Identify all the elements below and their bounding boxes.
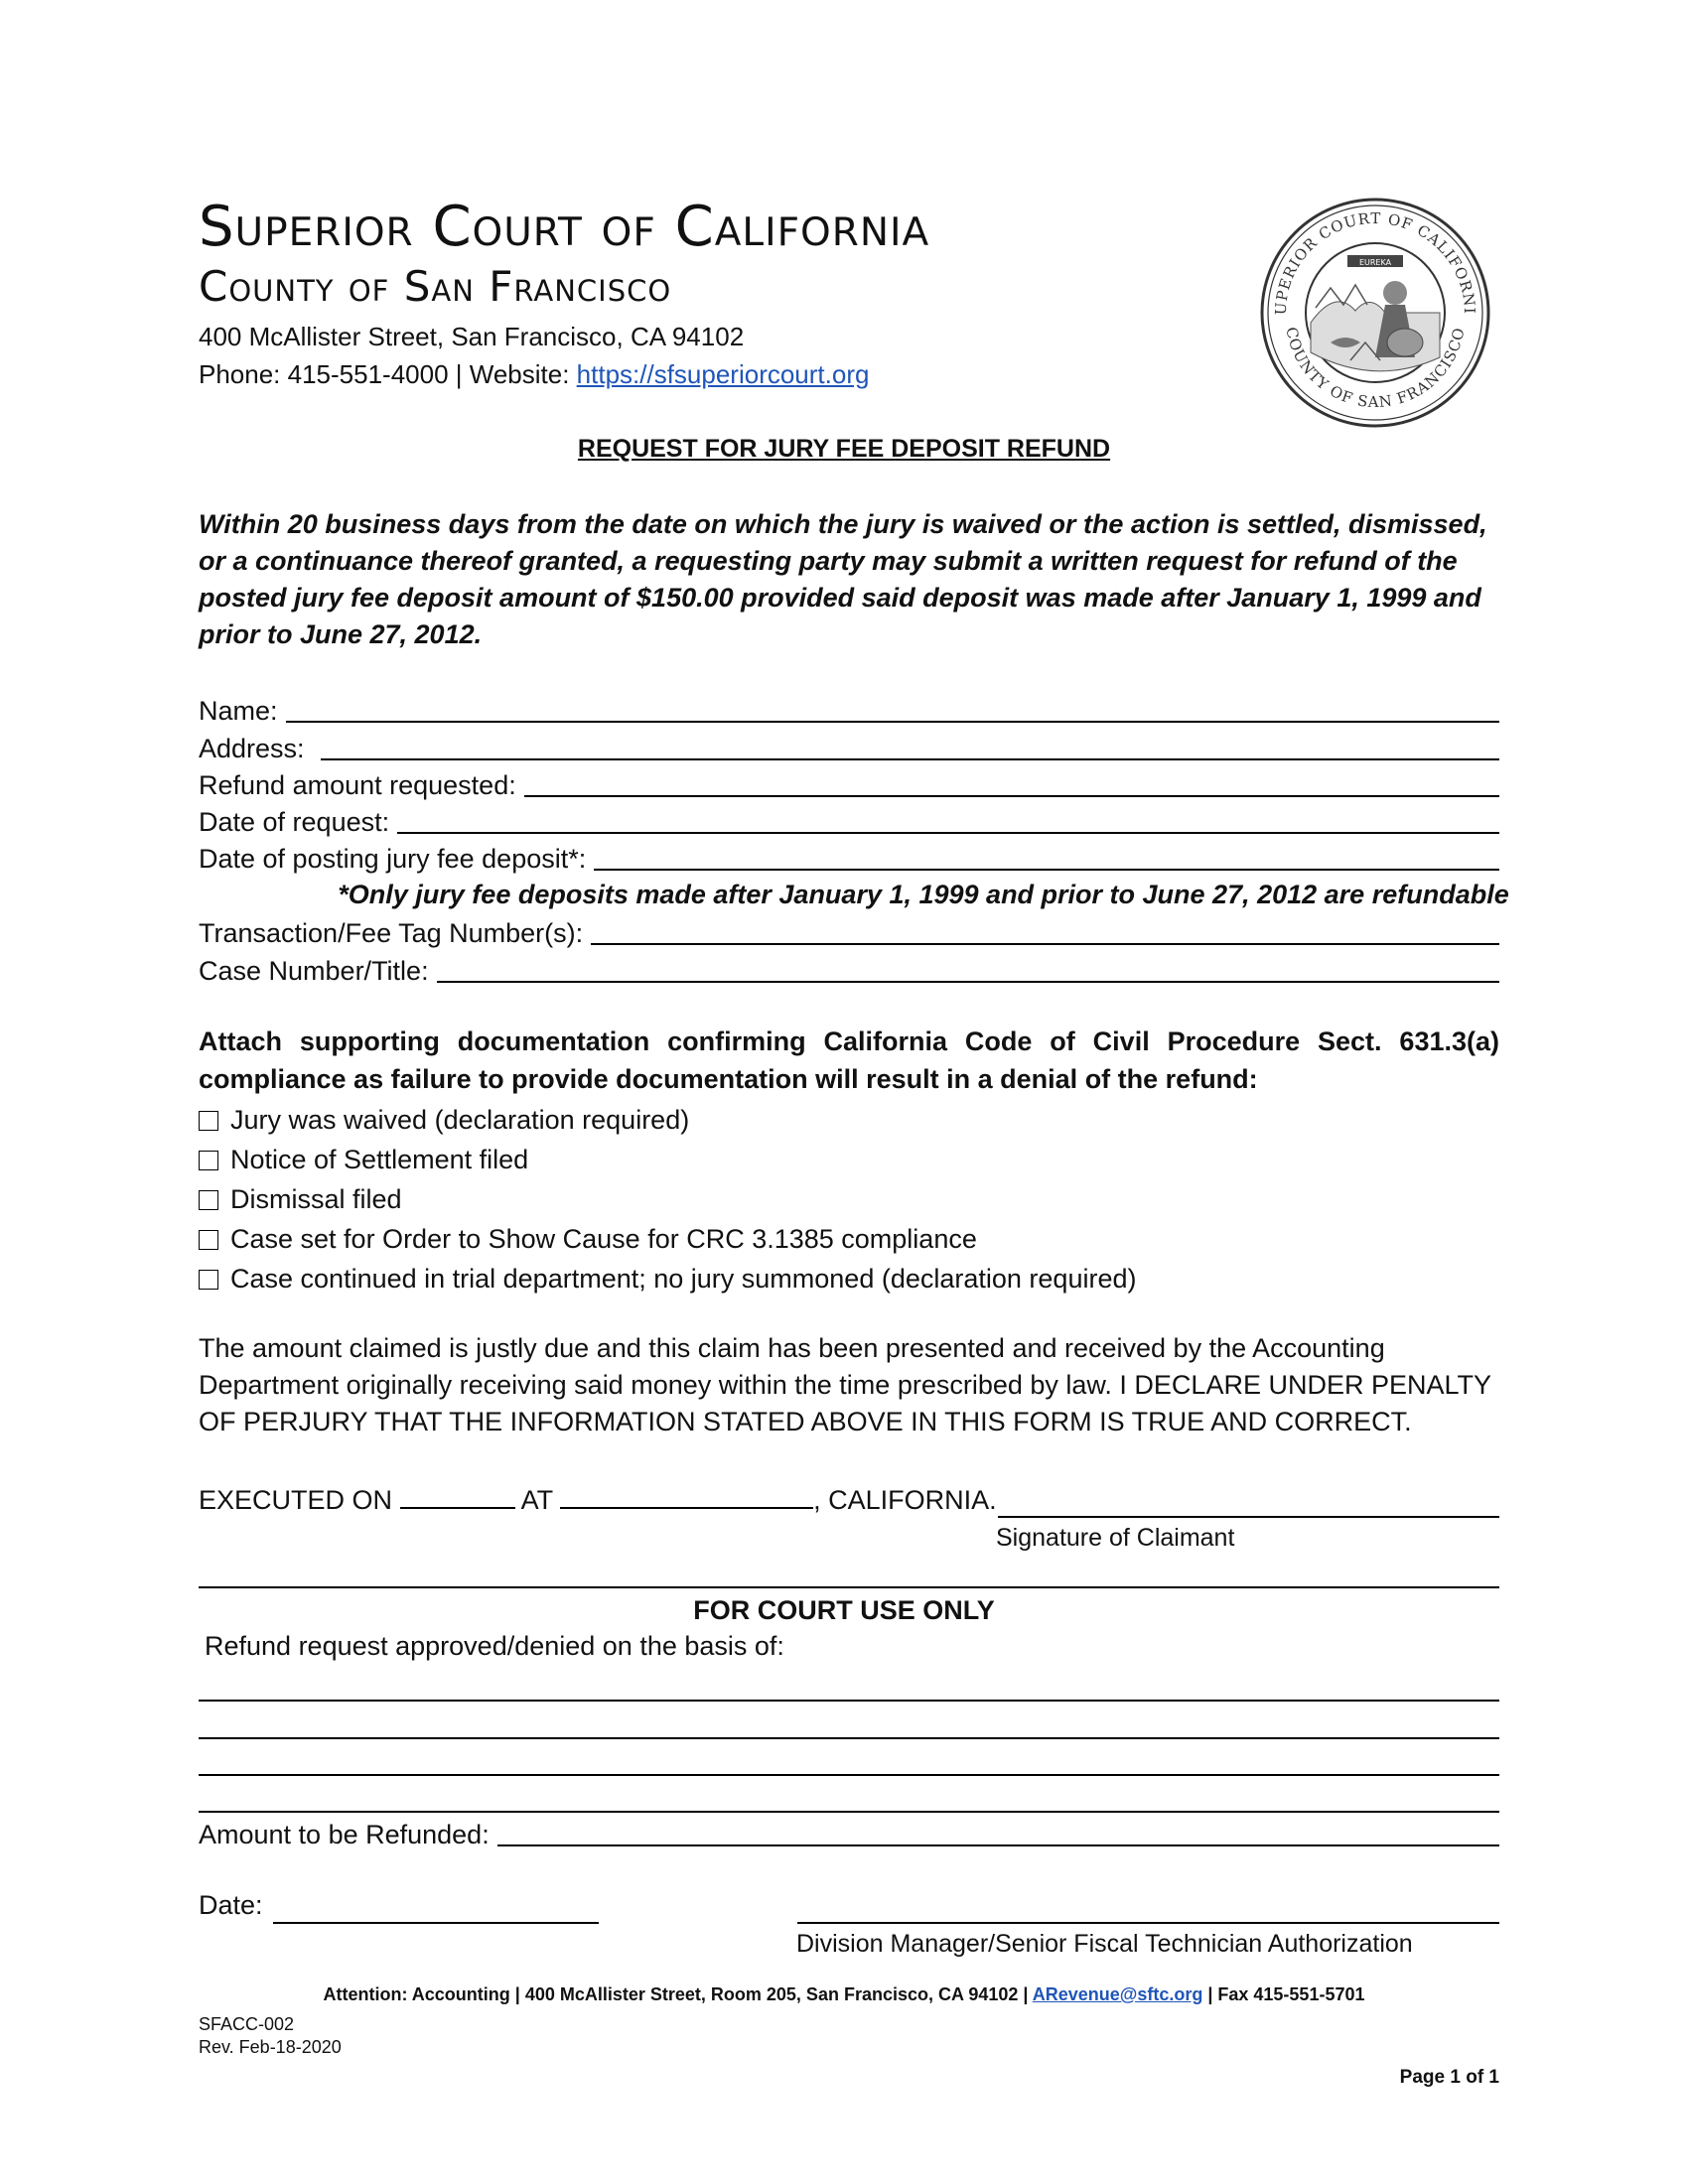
attach-instructions: Attach supporting documentation confirming California Code of Civil Procedure Sect. 631.3(a) compliance as failure to provide documentation will result in a denial of the refund: bbox=[199, 1026, 1499, 1094]
date-of-request-field[interactable] bbox=[199, 802, 1499, 838]
date-of-posting-line[interactable] bbox=[594, 869, 1499, 871]
california-label: , CALIFORNIA. bbox=[813, 1485, 997, 1515]
executed-date-line[interactable] bbox=[400, 1485, 515, 1509]
footer-email-link[interactable]: ARevenue@sftc.org bbox=[1032, 1984, 1203, 2004]
case-number-line[interactable] bbox=[437, 981, 1499, 983]
executed-place-line[interactable] bbox=[560, 1485, 813, 1509]
court-seal bbox=[1256, 194, 1494, 432]
footer-attention: Attention: Accounting | 400 McAllister Street, Room 205, San Francisco, CA 94102 | bbox=[323, 1984, 1033, 2004]
checkbox-order-show-cause[interactable] bbox=[199, 1224, 977, 1255]
checkbox-square[interactable] bbox=[199, 1270, 218, 1290]
checkbox-label: Case continued in trial department; no jury summoned (declaration required) bbox=[230, 1264, 1137, 1294]
form-code-block bbox=[199, 2013, 342, 2059]
basis-line-4[interactable] bbox=[199, 1811, 1499, 1813]
authorization-label: Division Manager/Senior Fiscal Technician Authorization bbox=[796, 1930, 1413, 1958]
refund-amount-line[interactable] bbox=[524, 795, 1499, 797]
transaction-field[interactable] bbox=[199, 913, 1499, 949]
svg-text:SUPERIOR COURT OF CALIFORNIA bbox=[1256, 194, 1478, 316]
court-date-line[interactable] bbox=[273, 1922, 599, 1924]
signature-line[interactable] bbox=[998, 1516, 1499, 1518]
refund-amount-field[interactable] bbox=[199, 765, 1499, 801]
declaration-paragraph: The amount claimed is justly due and this claim has been presented and received by the Accounting Department originally receiving said money within the time prescribed by law. I DECLARE UNDER PENALTY OF PERJURY THAT THE INFORMATION STATED ABOVE IN THIS FORM IS TRUE AND CORRECT. bbox=[199, 1333, 1491, 1436]
checkbox-square[interactable] bbox=[199, 1230, 218, 1250]
basis-line-1[interactable] bbox=[199, 1700, 1499, 1702]
basis-label: Refund request approved/denied on the basis of: bbox=[205, 1631, 784, 1661]
execution-line bbox=[199, 1485, 997, 1516]
address-line[interactable] bbox=[321, 758, 1499, 760]
form-revision: Rev. Feb-18-2020 bbox=[199, 2037, 342, 2057]
county-name: County of San Francisco bbox=[199, 262, 672, 311]
checkbox-square[interactable] bbox=[199, 1151, 218, 1170]
checkbox-label: Case set for Order to Show Cause for CRC 3.1385 compliance bbox=[230, 1224, 977, 1254]
amount-refunded-label: Amount to be Refunded: bbox=[199, 1820, 490, 1849]
form-code: SFACC-002 bbox=[199, 2014, 295, 2034]
transaction-line[interactable] bbox=[591, 943, 1499, 945]
checkbox-dismissal[interactable] bbox=[199, 1184, 402, 1215]
form-title bbox=[0, 435, 1688, 464]
footer-fax: | Fax 415-551-5701 bbox=[1202, 1984, 1365, 2004]
seal-top-text: UPERIOR COURT OF CALIFORNI bbox=[1271, 208, 1479, 316]
checkbox-square[interactable] bbox=[199, 1190, 218, 1210]
name-line[interactable] bbox=[286, 721, 1499, 723]
basis-line-3[interactable] bbox=[199, 1774, 1499, 1776]
name-label: Name: bbox=[199, 696, 278, 726]
basis-line-2[interactable] bbox=[199, 1737, 1499, 1739]
at-label: AT bbox=[520, 1485, 553, 1515]
address-label: Address: bbox=[199, 734, 305, 763]
amount-refunded-field[interactable] bbox=[199, 1815, 1499, 1850]
contact-line bbox=[199, 359, 869, 390]
website-link[interactable]: https://sfsuperiorcourt.org bbox=[576, 359, 870, 389]
refundable-note bbox=[0, 880, 1688, 910]
executed-on-label: EXECUTED ON bbox=[199, 1485, 393, 1515]
refund-amount-label: Refund amount requested: bbox=[199, 770, 516, 800]
date-of-request-line[interactable] bbox=[397, 832, 1499, 834]
footer-contact bbox=[0, 1984, 1688, 2005]
checkbox-label: Notice of Settlement filed bbox=[230, 1145, 529, 1174]
checkbox-label: Jury was waived (declaration required) bbox=[230, 1105, 690, 1135]
court-date-label: Date: bbox=[199, 1890, 263, 1920]
court-address: 400 McAllister Street, San Francisco, CA 94102 bbox=[199, 322, 745, 351]
checkbox-jury-waived[interactable] bbox=[199, 1105, 689, 1136]
checkbox-case-continued[interactable] bbox=[199, 1264, 1136, 1295]
form-title-text: REQUEST FOR JURY FEE DEPOSIT REFUND bbox=[577, 435, 1111, 463]
date-of-request-label: Date of request: bbox=[199, 807, 390, 837]
transaction-label: Transaction/Fee Tag Number(s): bbox=[199, 918, 584, 948]
section-divider bbox=[199, 1586, 1499, 1588]
checkbox-label: Dismissal filed bbox=[230, 1184, 402, 1214]
authorization-line[interactable] bbox=[797, 1922, 1499, 1924]
phone-text: Phone: 415-551-4000 | Website: bbox=[199, 359, 577, 389]
page-number: Page 1 of 1 bbox=[1399, 2067, 1499, 2088]
seal-motto: EUREKA bbox=[1358, 258, 1392, 267]
court-name: Superior Court of California bbox=[199, 195, 930, 259]
court-use-title: FOR COURT USE ONLY bbox=[693, 1595, 995, 1625]
date-of-posting-field[interactable] bbox=[199, 839, 1499, 875]
case-number-field[interactable] bbox=[199, 951, 1499, 987]
intro-paragraph: Within 20 business days from the date on which the jury is waived or the action is settled, dismissed, or a continuance thereof granted, a requesting party may submit a written request for refund of the posted jury fee deposit amount of $150.00 provided said deposit was made after January 1, 1999 and prior to June 27, 2012. bbox=[199, 509, 1487, 649]
seal-bottom-text: COUNTY OF SAN FRANCISCO bbox=[1282, 325, 1469, 412]
name-field[interactable] bbox=[199, 691, 1499, 727]
checkbox-square[interactable] bbox=[199, 1111, 218, 1131]
case-number-label: Case Number/Title: bbox=[199, 956, 429, 986]
address-field[interactable] bbox=[199, 729, 1499, 764]
refundable-note-text: *Only jury fee deposits made after January 1, 1999 and prior to June 27, 2012 are refundable bbox=[338, 880, 1509, 909]
amount-refunded-line[interactable] bbox=[497, 1844, 1499, 1846]
checkbox-notice-settlement[interactable] bbox=[199, 1145, 528, 1175]
signature-label: Signature of Claimant bbox=[996, 1524, 1235, 1552]
date-of-posting-label: Date of posting jury fee deposit*: bbox=[199, 844, 587, 874]
